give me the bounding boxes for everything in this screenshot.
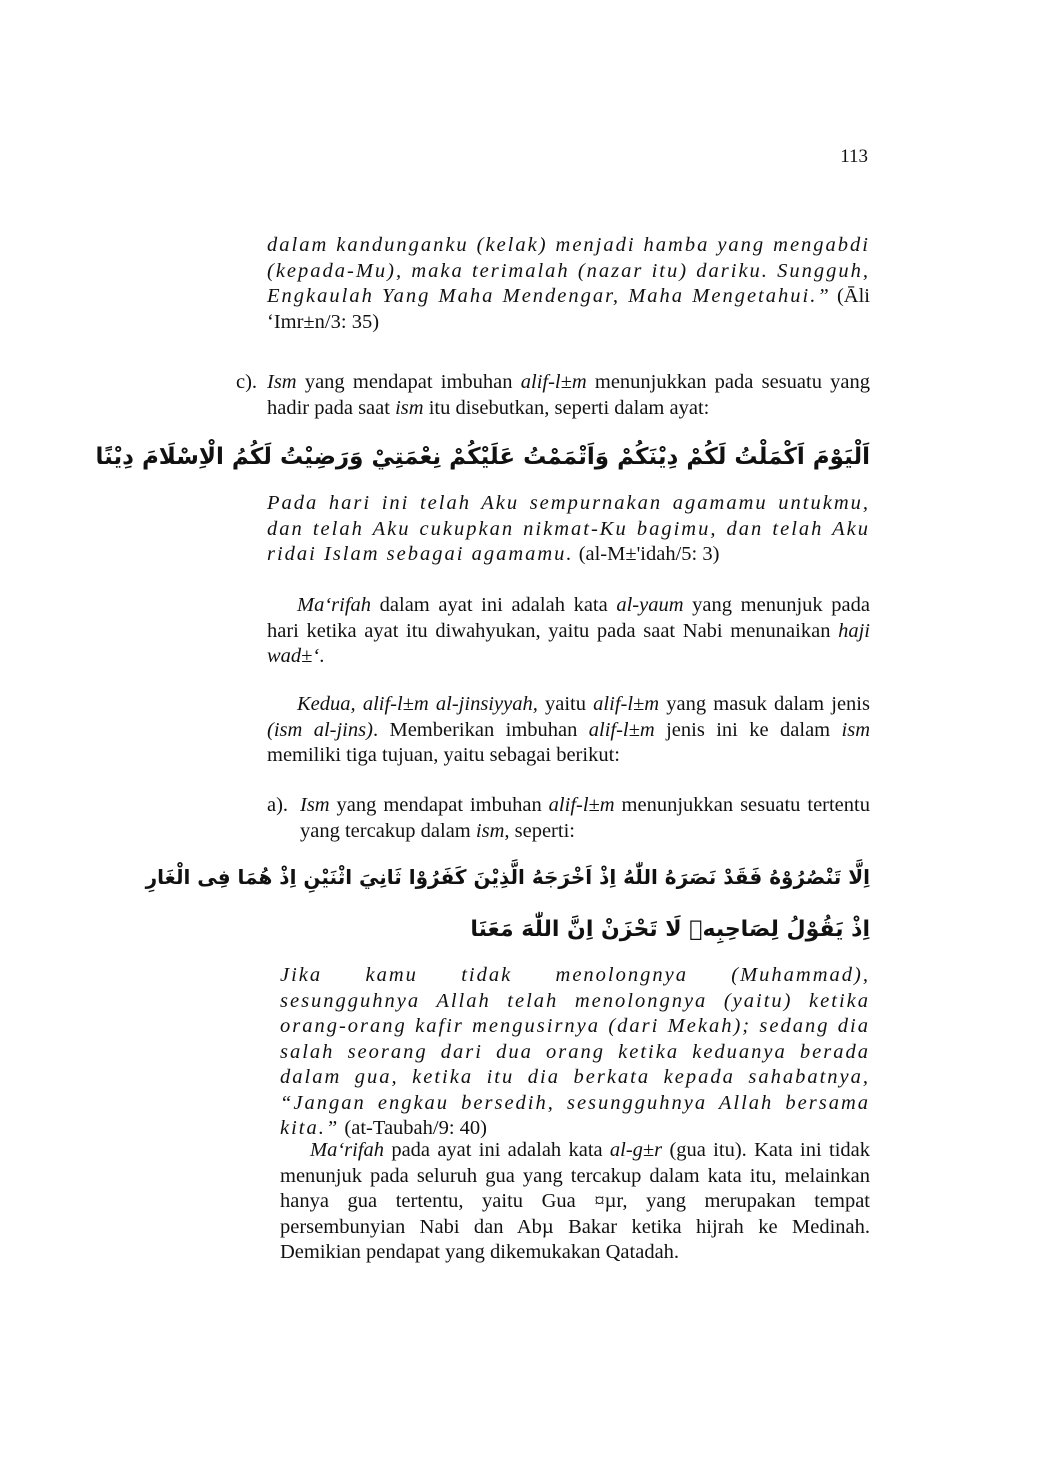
translation-reference: (at-Taubah/9: 40) xyxy=(344,1117,487,1139)
text-run: menunjukkan pada sesuatu yang hadir pada saat xyxy=(267,371,871,419)
term-ism: ism xyxy=(475,819,505,842)
term-ism: Ism xyxy=(267,371,297,393)
text-run: jenis ini ke dalam xyxy=(654,718,842,741)
item-a-text xyxy=(300,793,870,844)
text-run: yaitu xyxy=(537,693,594,715)
text-run: menunjukkan sesuatu tertentu yang tercakup dalam xyxy=(300,794,870,842)
term-ism-al-jins: (ism al-jins) xyxy=(267,718,373,741)
text-run: , seperti: xyxy=(504,819,575,842)
page-number: 113 xyxy=(840,146,868,167)
paragraph-marifah-al-ghar xyxy=(280,1138,870,1266)
text-run: dalam ayat ini adalah kata xyxy=(371,594,617,616)
text-run: (gua itu). Kata ini tidak menunjuk pada seluruh gua yang tercakup dalam kata itu, melainkan hanya gua tertentu, yaitu Gua ¤µr, yang merupakan tempat persembunyian Nabi dan Abµ Bakar ketika hijrah ke Medinah. Demikian pendapat yang dikemukakan Qatadah. xyxy=(280,1139,870,1263)
arabic-verse-at-taubah-line-2: اِذْ يَقُوْلُ لِصَاحِبِهٖ لَا تَحْزَنْ اِنَّ اللّٰهَ مَعَنَا xyxy=(470,917,870,942)
term-marifah: Ma‘rifah xyxy=(297,594,372,616)
term-ism: Ism xyxy=(300,794,330,816)
term-alif-lam: alif-l±m xyxy=(593,693,660,715)
term-ism: ism xyxy=(841,718,870,741)
quote-text: dalam kandunganku (kelak) menjadi hamba yang mengabdi (kepada-Mu), maka terimalah (nazar itu) dariku. Sungguh, Engkaulah Yang Maha Mendengar, Maha Mengetahui.” xyxy=(267,234,870,307)
term-alif-lam: alif-l±m xyxy=(588,718,655,741)
text-run: . xyxy=(319,645,325,667)
text-run: yang masuk dalam jenis xyxy=(659,693,870,715)
term-alif-lam: alif-l±m xyxy=(520,371,587,393)
term-haji-wada: haji wad±‘ xyxy=(267,619,870,667)
term-marifah: Ma‘rifah xyxy=(310,1139,385,1161)
translation-text: Pada hari ini telah Aku sempurnakan agamamu untukmu, dan telah Aku cukupkan nikmat-Ku bagimu, dan telah Aku ridai Islam sebagai agamamu. xyxy=(267,492,870,565)
translation-al-maidah xyxy=(267,491,870,568)
text-run: itu disebutkan, seperti dalam ayat: xyxy=(423,396,710,419)
translation-reference: (al-M±'idah/5: 3) xyxy=(578,543,720,565)
quote-reference: (Āli ‘Imr±n/3: 35) xyxy=(267,285,871,333)
arabic-verse-at-taubah-line-1: اِلَّا تَنْصُرُوْهُ فَقَدْ نَصَرَهُ اللّٰهُ اِذْ اَخْرَجَهُ الَّذِيْنَ كَفَرُوْا ثَانِيَ اثْنَيْنِ اِذْ هُمَا فِى الْغَارِ xyxy=(145,865,870,889)
paragraph-marifah-al-yaum xyxy=(267,593,870,670)
text-run: . Memberikan imbuhan xyxy=(372,718,589,741)
term-al-yaum: al-yaum xyxy=(616,594,684,616)
item-c-label: c). xyxy=(236,371,258,393)
item-c-text xyxy=(267,370,870,421)
text-run: yang mendapat imbuhan xyxy=(329,794,549,816)
arabic-verse-al-maidah: اَلْيَوْمَ اَكْمَلْتُ لَكُمْ دِيْنَكُمْ وَاَتْمَمْتُ عَلَيْكُمْ نِعْمَتِيْ وَرَضِيْتُ لَكُمُ الْاِسْلَامَ دِيْنًا xyxy=(95,444,870,470)
term-jinsiyyah: Kedua, alif-l±m al-jinsiyyah, xyxy=(297,693,538,715)
text-run: yang mendapat imbuhan xyxy=(296,371,521,393)
text-run: yang menunjuk pada hari ketika ayat itu diwahyukan, yaitu pada saat Nabi menunaikan xyxy=(267,594,870,642)
item-a-label: a). xyxy=(267,794,289,816)
paragraph-kedua-jinsiyyah xyxy=(267,692,870,769)
term-ism: ism xyxy=(395,396,424,419)
text-run: pada ayat ini adalah kata xyxy=(384,1139,610,1161)
translation-at-taubah xyxy=(280,963,870,1142)
translation-text: Jika kamu tidak menolongnya (Muhammad), sesungguhnya Allah telah menolongnya (yaitu) ketika orang-orang kafir mengusirnya (dari Mekah); sedang dia salah seorang dari dua orang ketika keduanya berada dalam gua, ketika itu dia berkata kepada sahabatnya, “Jangan engkau bersedih, sesungguhnya Allah bersama kita.” xyxy=(280,964,870,1139)
term-al-ghar: al-g±r xyxy=(609,1139,663,1161)
text-run: memiliki tiga tujuan, yaitu sebagai berikut: xyxy=(267,744,620,766)
quote-continuation xyxy=(267,233,870,335)
term-alif-lam: alif-l±m xyxy=(548,794,615,816)
